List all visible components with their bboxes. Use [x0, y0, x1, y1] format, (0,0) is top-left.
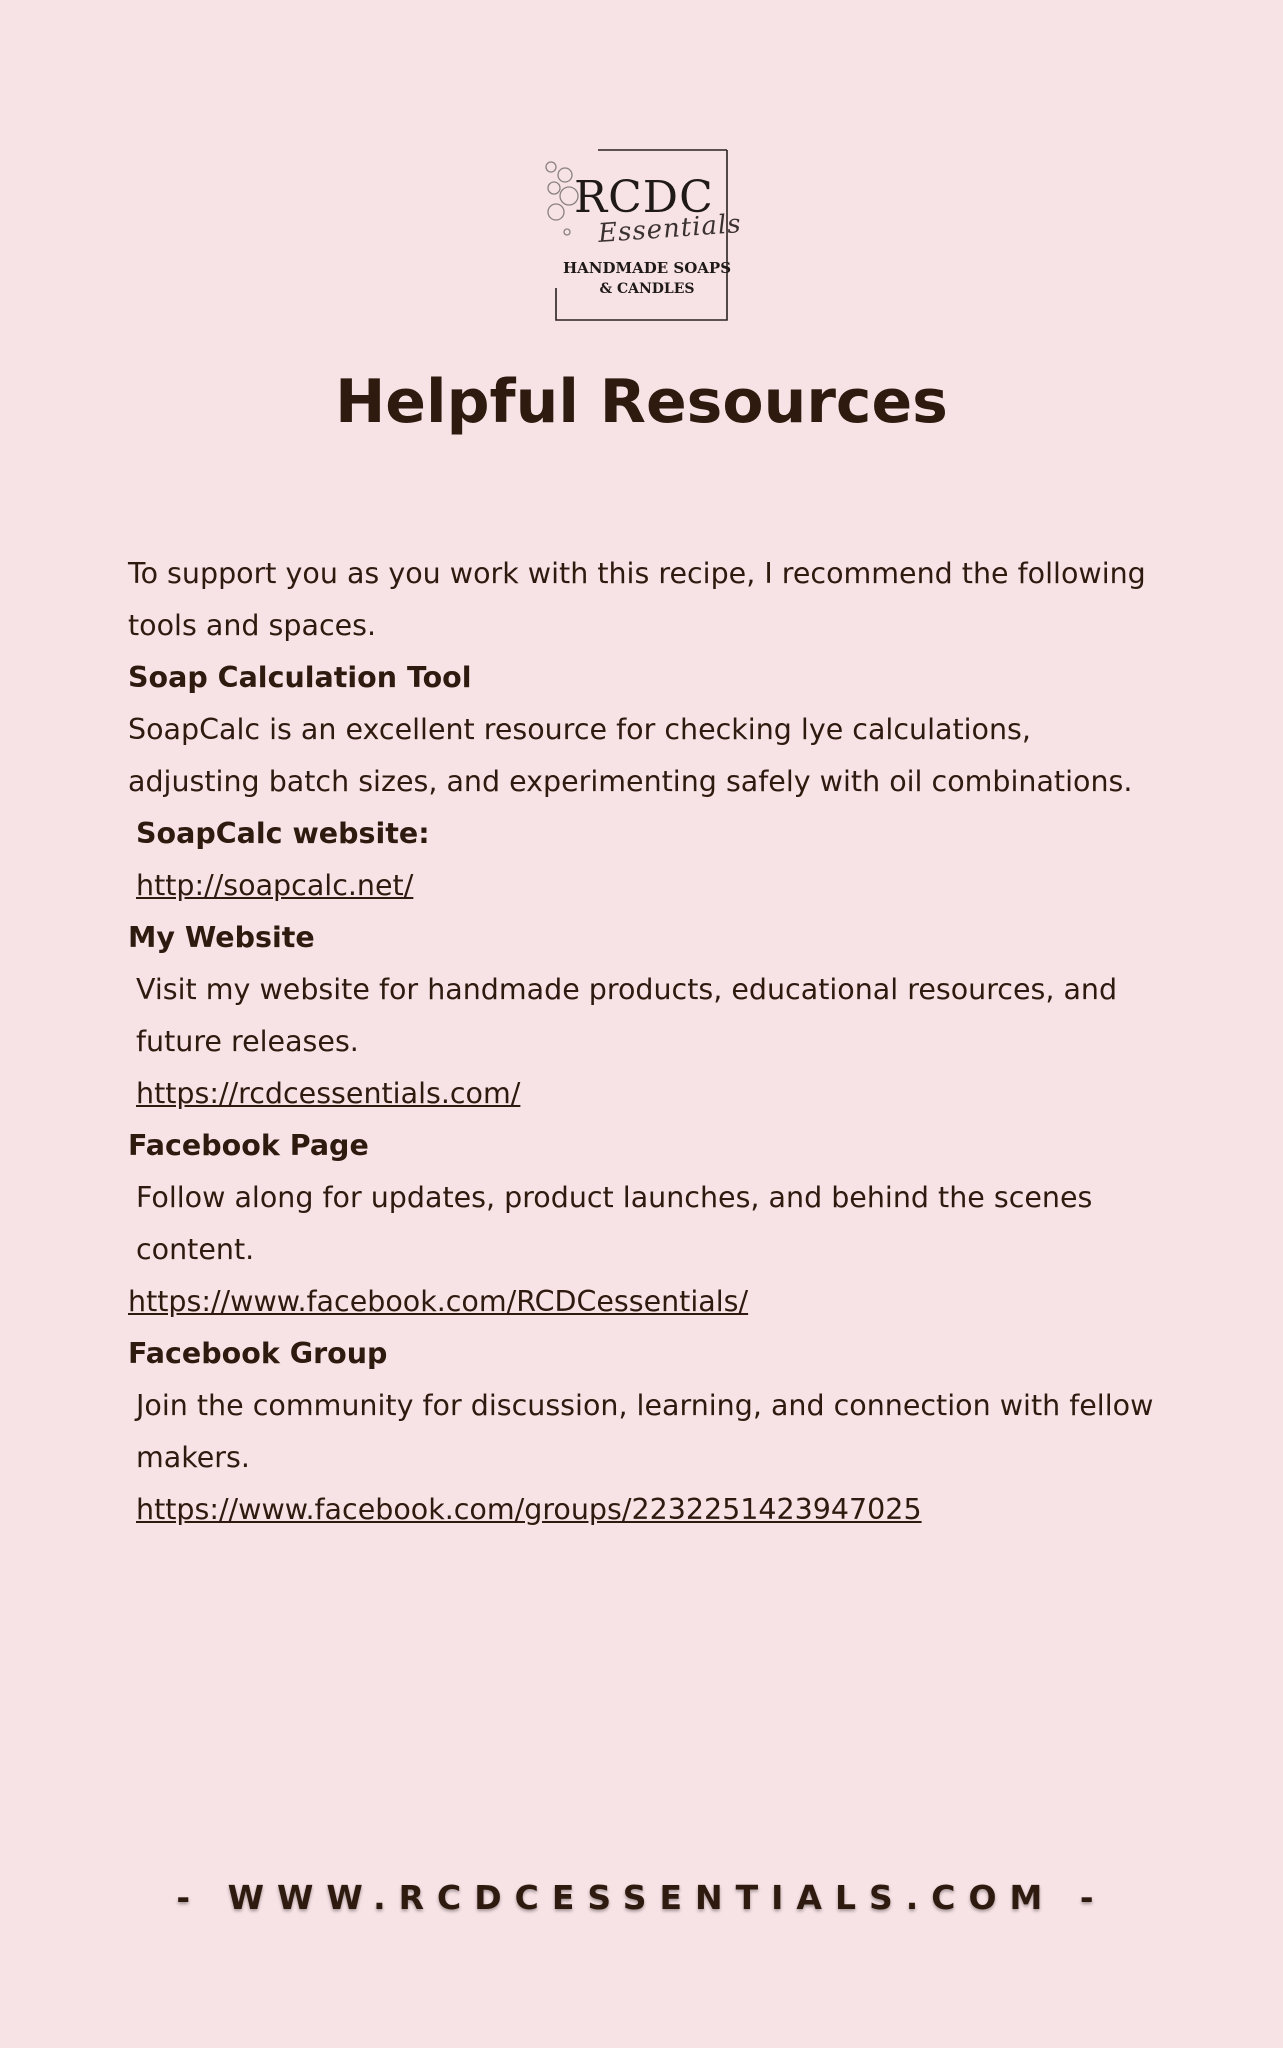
section-description-soap-calc: SoapCalc is an excellent resource for checking lye calculations, adjusting batch sizes, and experimenting safely with oil combinations. — [128, 713, 1133, 798]
section-description-facebook-group: Join the community for discussion, learning, and connection with fellow makers. — [136, 1389, 1154, 1474]
section-heading-facebook-group: Facebook Group — [128, 1337, 388, 1370]
facebook-page-link[interactable]: https://www.facebook.com/RCDCessentials/ — [128, 1285, 749, 1318]
footer-website: - WWW.RCDCESSENTIALS.COM - — [176, 1878, 1107, 1917]
website-link[interactable]: https://rcdcessentials.com/ — [136, 1077, 521, 1110]
logo-title: RCDC — [574, 172, 714, 223]
page-title: Helpful Resources — [335, 367, 948, 437]
section-heading-soap-calc: Soap Calculation Tool — [128, 661, 472, 694]
logo-script: Essentials — [597, 209, 743, 249]
section-description-my-website: Visit my website for handmade products, educational resources, and future releases. — [136, 973, 1118, 1058]
intro-text: To support you as you work with this recipe, I recommend the following tools and spaces. — [128, 557, 1146, 642]
resources-content — [128, 548, 1168, 1536]
section-heading-facebook-page: Facebook Page — [128, 1129, 369, 1162]
logo-tagline-1: HANDMADE SOAPS — [562, 259, 732, 277]
logo-tagline-2: & CANDLES — [599, 281, 695, 297]
section-description-facebook-page: Follow along for updates, product launches, and behind the scenes content. — [136, 1181, 1093, 1266]
soapcalc-link[interactable]: http://soapcalc.net/ — [136, 869, 414, 902]
section-heading-my-website: My Website — [128, 921, 315, 954]
brand-logo — [538, 148, 743, 323]
soapcalc-website-label: SoapCalc website: — [136, 817, 430, 850]
facebook-group-link[interactable]: https://www.facebook.com/groups/2232251423947025 — [136, 1493, 922, 1526]
